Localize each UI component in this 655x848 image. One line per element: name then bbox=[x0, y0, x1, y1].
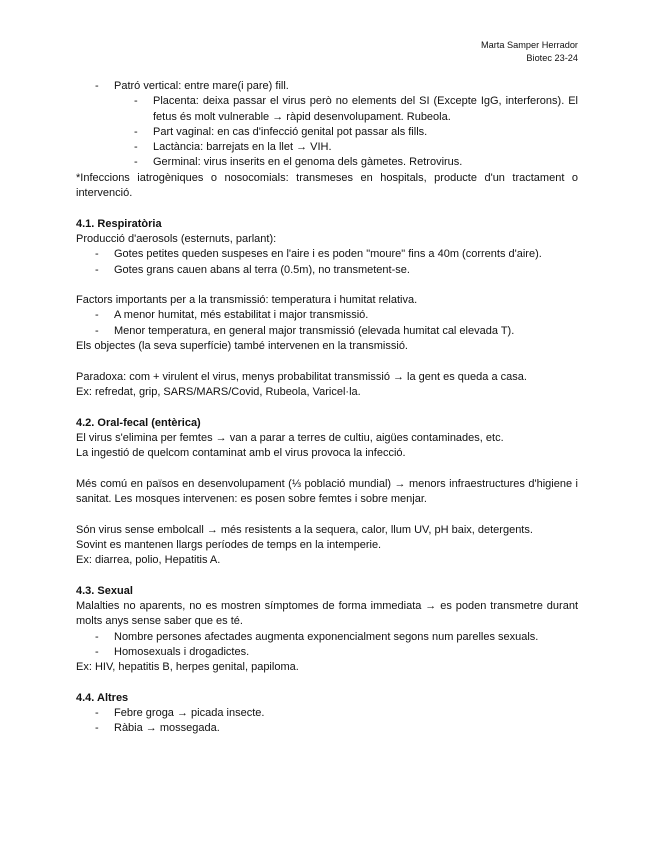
factors-list bbox=[76, 308, 578, 339]
list-item: - Menor temperatura, en general major transmissió (elevada humitat cal elevada T). bbox=[76, 324, 578, 339]
list-item: - Homosexuals i drogadictes. bbox=[76, 645, 578, 660]
list-item: - Febre groga → picada insecte. bbox=[76, 706, 578, 721]
paragraph: Paradoxa: com + virulent el virus, menys probabilitat transmissió → la gent es queda a casa. bbox=[76, 370, 527, 383]
examples: Ex: diarrea, polio, Hepatitis A. bbox=[76, 554, 221, 567]
list-item-germinal: - Germinal: virus inserits en el genoma dels gàmetes. Retrovirus. bbox=[76, 155, 578, 170]
list-item: - Gotes petites queden suspeses en l'aire i es poden "moure" fins a 40m (corrents d'aire). bbox=[76, 247, 578, 262]
list-item-lactancia: - Lactància: barrejats en la llet → VIH. bbox=[76, 140, 578, 155]
list-item: - Ràbia → mossegada. bbox=[76, 721, 578, 736]
section-title: 4.2. Oral-fecal (entèrica) bbox=[76, 416, 201, 429]
course-label: Biotec 23-24 bbox=[526, 52, 578, 63]
iatrogenic-note: *Infeccions iatrogèniques o nosocomials: transmeses en hospitals, producte d'un tractament o intervenció. bbox=[76, 171, 578, 200]
section-title: 4.4. Altres bbox=[76, 691, 129, 704]
section-title: 4.3. Sexual bbox=[76, 584, 133, 597]
list-item-vertical: - Patró vertical: entre mare(i pare) fill. bbox=[76, 79, 578, 94]
vertical-list bbox=[76, 79, 578, 94]
paragraph: Malalties no aparents, no es mostren símptomes de forma immediata → es poden transmetre durant molts anys sense saber que es té. bbox=[76, 600, 578, 628]
paragraph: Factors importants per a la transmissió: temperatura i humitat relativa. bbox=[76, 294, 418, 307]
list-item-placenta: - Placenta: deixa passar el virus però no elements del SI (Excepte IgG, interferons). El fetus és molt vulnerable → ràpid desenvolupament. Rubeola. bbox=[76, 94, 578, 125]
paragraph: Sovint es mantenen llargs períodes de temps en la intemperie. bbox=[76, 538, 382, 551]
author-name: Marta Samper Herrador bbox=[480, 40, 578, 50]
list-item: - A menor humitat, més estabilitat i major transmissió. bbox=[76, 308, 578, 323]
section-oral-fecal bbox=[76, 416, 578, 569]
paragraph: Producció d'aerosols (esternuts, parlant): bbox=[76, 232, 277, 245]
paragraph: La ingestió de quelcom contaminat amb el virus provoca la infecció. bbox=[76, 447, 406, 460]
section-title: 4.1. Respiratòria bbox=[76, 217, 162, 230]
page-header bbox=[76, 39, 578, 64]
examples: Ex: HIV, hepatitis B, herpes genital, papiloma. bbox=[76, 661, 299, 674]
sexual-list bbox=[76, 630, 578, 661]
vertical-transmission-section bbox=[76, 79, 578, 201]
paragraph: Més comú en països en desenvolupament (⅓ població mundial) → menors infraestructures d'higiene i sanitat. Les mosques intervenen: es posen sobre femtes i sobre menjar. bbox=[76, 477, 578, 506]
paragraph: Els objectes (la seva superfície) també intervenen en la transmissió. bbox=[76, 340, 408, 353]
section-sexual bbox=[76, 584, 578, 676]
document-page bbox=[76, 39, 578, 737]
examples: Ex: refredat, grip, SARS/MARS/Covid, Rubeola, Varicel·la. bbox=[76, 385, 361, 398]
section-respiratoria bbox=[76, 217, 578, 401]
list-item-vaginal: - Part vaginal: en cas d'infecció genital pot passar als fills. bbox=[76, 125, 578, 140]
list-item: - Gotes grans cauen abans al terra (0.5m), no transmetent-se. bbox=[76, 263, 578, 278]
paragraph: El virus s'elimina per femtes → van a parar a terres de cultiu, aigües contaminades, etc. bbox=[76, 431, 504, 444]
section-altres bbox=[76, 691, 578, 737]
list-item: - Nombre persones afectades augmenta exponencialment segons num parelles sexuals. bbox=[76, 630, 578, 645]
aerosol-list bbox=[76, 247, 578, 278]
paragraph: Són virus sense embolcall → més resistents a la sequera, calor, llum UV, pH baix, detergents. bbox=[76, 523, 533, 536]
vertical-sublist bbox=[76, 94, 578, 170]
altres-list bbox=[76, 706, 578, 737]
